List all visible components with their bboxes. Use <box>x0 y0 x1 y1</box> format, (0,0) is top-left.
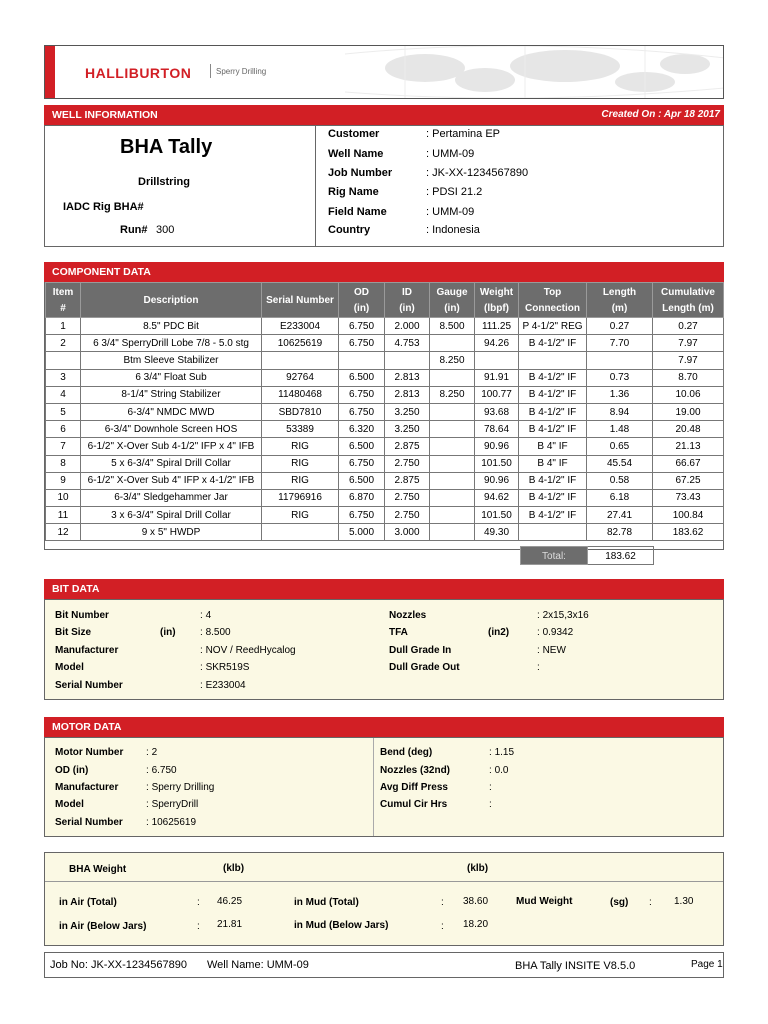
footer-well-name: Well Name: UMM-09 <box>207 959 309 971</box>
table-cell: 94.62 <box>475 489 519 506</box>
bend-label: Bend (deg) <box>380 747 433 758</box>
table-cell: 7.97 <box>653 352 724 369</box>
table-cell <box>519 352 587 369</box>
table-cell: 91.91 <box>475 369 519 386</box>
table-cell: 27.41 <box>587 507 653 524</box>
mud-weight-colon: : <box>649 897 652 908</box>
motor-number-label: Motor Number <box>55 747 124 758</box>
table-cell: 67.25 <box>653 472 724 489</box>
table-row <box>46 455 724 472</box>
component-bar: COMPONENT DATA <box>44 262 724 282</box>
table-row <box>46 489 724 506</box>
table-cell: 2.875 <box>385 472 430 489</box>
motor-number-value: : 2 <box>146 747 158 758</box>
column-header <box>519 283 587 318</box>
table-cell: 6.500 <box>339 438 385 455</box>
table-cell: 10 <box>46 489 81 506</box>
column-header <box>430 283 475 318</box>
table-cell: 93.68 <box>475 403 519 420</box>
table-cell: 20.48 <box>653 421 724 438</box>
table-cell: 5.000 <box>339 524 385 541</box>
table-cell: 100.84 <box>653 507 724 524</box>
motor-model-value: : SperryDrill <box>146 799 199 810</box>
column-header <box>46 283 81 318</box>
tfa-label: TFA <box>389 627 408 638</box>
motor-od-value: : 6.750 <box>146 765 177 776</box>
table-cell: 3.250 <box>385 403 430 420</box>
table-cell: 82.78 <box>587 524 653 541</box>
table-cell: 3.000 <box>385 524 430 541</box>
table-cell: 1.48 <box>587 421 653 438</box>
table-cell: 73.43 <box>653 489 724 506</box>
table-cell: 6-3/4" NMDC MWD <box>81 403 262 420</box>
iadc-label: IADC Rig BHA# <box>63 201 144 213</box>
division-name: Sperry Drilling <box>216 67 267 76</box>
table-cell: 6 3/4" SperryDrill Lobe 7/8 - 5.0 stg <box>81 335 262 352</box>
customer-value: : Pertamina EP <box>426 128 500 140</box>
table-cell: 2.813 <box>385 369 430 386</box>
column-header-line1: Length <box>602 286 637 298</box>
table-cell: 78.64 <box>475 421 519 438</box>
table-row <box>46 507 724 524</box>
table-cell <box>339 352 385 369</box>
table-cell: B 4-1/2" IF <box>519 507 587 524</box>
column-header-line2: # <box>60 302 66 314</box>
table-cell <box>430 524 475 541</box>
well-name-label: Well Name <box>328 148 384 160</box>
table-row <box>46 318 724 335</box>
mud-total-label: in Mud (Total) <box>294 897 359 908</box>
table-cell: B 4-1/2" IF <box>519 403 587 420</box>
table-row <box>46 369 724 386</box>
table-cell <box>430 403 475 420</box>
table-cell: 8 <box>46 455 81 472</box>
company-logo: HALLIBURTON <box>85 65 192 81</box>
column-header <box>587 283 653 318</box>
table-cell: B 4-1/2" IF <box>519 489 587 506</box>
table-cell <box>519 524 587 541</box>
field-name-label: Field Name <box>328 206 387 218</box>
table-cell: 10625619 <box>262 335 339 352</box>
motor-data-bar: MOTOR DATA <box>44 717 724 737</box>
report-title: BHA Tally <box>120 136 213 158</box>
table-cell: 9 <box>46 472 81 489</box>
table-cell: B 4" IF <box>519 455 587 472</box>
motor-nozzles-label: Nozzles (32nd) <box>380 765 451 776</box>
table-cell: 6.750 <box>339 403 385 420</box>
air-below-label: in Air (Below Jars) <box>59 921 147 932</box>
table-cell: 8.70 <box>653 369 724 386</box>
air-total-value: 46.25 <box>217 896 243 907</box>
total-value: 183.62 <box>588 546 654 565</box>
bit-size-unit: (in) <box>160 627 176 638</box>
table-cell <box>262 524 339 541</box>
table-cell: 3 x 6-3/4" Spiral Drill Collar <box>81 507 262 524</box>
table-cell: 11796916 <box>262 489 339 506</box>
table-cell: 8.5" PDC Bit <box>81 318 262 335</box>
nozzles-value: : 2x15,3x16 <box>537 610 589 621</box>
table-cell: 6 3/4" Float Sub <box>81 369 262 386</box>
table-cell <box>430 489 475 506</box>
column-header <box>475 283 519 318</box>
table-cell: 12 <box>46 524 81 541</box>
table-cell: 6.750 <box>339 507 385 524</box>
table-cell: 2.750 <box>385 489 430 506</box>
table-cell: B 4-1/2" IF <box>519 421 587 438</box>
table-cell: 7 <box>46 438 81 455</box>
table-cell: 2.875 <box>385 438 430 455</box>
table-cell: 19.00 <box>653 403 724 420</box>
table-cell: RIG <box>262 507 339 524</box>
mud-below-label: in Mud (Below Jars) <box>294 920 389 931</box>
table-cell: 6.870 <box>339 489 385 506</box>
total-row <box>520 546 654 565</box>
bit-data-panel <box>44 599 724 700</box>
table-cell: 6-3/4" Downhole Screen HOS <box>81 421 262 438</box>
column-header-line2: (in) <box>353 302 370 314</box>
table-cell: 111.25 <box>475 318 519 335</box>
table-cell: 49.30 <box>475 524 519 541</box>
well-info-divider <box>315 126 316 246</box>
table-row <box>46 524 724 541</box>
mud-below-colon: : <box>441 921 444 932</box>
component-header-row <box>46 283 724 318</box>
table-cell: 8.94 <box>587 403 653 420</box>
component-panel <box>44 282 724 562</box>
bit-model-value: : SKR519S <box>200 662 250 673</box>
mud-weight-label: Mud Weight <box>516 896 573 907</box>
motor-od-label: OD (in) <box>55 765 89 776</box>
table-cell: SBD7810 <box>262 403 339 420</box>
run-label: Run# <box>120 224 148 236</box>
bit-manufacturer-label: Manufacturer <box>55 645 119 656</box>
table-cell: 92764 <box>262 369 339 386</box>
field-name-value: : UMM-09 <box>426 206 475 218</box>
table-cell: 2 <box>46 335 81 352</box>
table-cell: RIG <box>262 455 339 472</box>
created-date: Created On : Apr 18 2017 <box>601 109 720 120</box>
table-cell: 8-1/4" String Stabilizer <box>81 386 262 403</box>
cumul-cir-hrs-value: : <box>489 799 495 810</box>
table-cell: B 4" IF <box>519 438 587 455</box>
table-cell: 7.70 <box>587 335 653 352</box>
table-row <box>46 438 724 455</box>
table-cell: 8.250 <box>430 386 475 403</box>
bit-number-label: Bit Number <box>55 610 109 621</box>
table-cell: 6 <box>46 421 81 438</box>
table-cell: 7.97 <box>653 335 724 352</box>
column-header: Serial Number <box>262 283 339 318</box>
table-cell: 2.750 <box>385 507 430 524</box>
weight-unit-air: (klb) <box>223 863 245 874</box>
drillstring-label: Drillstring <box>138 176 190 188</box>
table-cell: 6.750 <box>339 318 385 335</box>
column-header <box>653 283 724 318</box>
bit-model-label: Model <box>55 662 84 673</box>
bit-size-label: Bit Size <box>55 627 92 638</box>
table-cell: 6.750 <box>339 386 385 403</box>
bend-value: : 1.15 <box>489 747 515 758</box>
table-cell: 0.58 <box>587 472 653 489</box>
motor-model-label: Model <box>55 799 84 810</box>
table-cell <box>430 455 475 472</box>
table-cell: 6.18 <box>587 489 653 506</box>
table-cell: 45.54 <box>587 455 653 472</box>
table-cell <box>262 352 339 369</box>
well-info-title: WELL INFORMATION <box>52 109 158 121</box>
table-cell: B 4-1/2" IF <box>519 386 587 403</box>
table-cell: 6.750 <box>339 335 385 352</box>
table-cell: 0.65 <box>587 438 653 455</box>
footer-page-number: Page 1 <box>691 959 723 970</box>
motor-data-panel <box>44 737 724 837</box>
weight-unit-mud: (klb) <box>467 863 489 874</box>
air-below-colon: : <box>197 921 200 932</box>
table-cell <box>430 438 475 455</box>
bha-weight-title: BHA Weight <box>69 864 127 875</box>
table-row <box>46 335 724 352</box>
job-number-value: : JK-XX-1234567890 <box>426 167 529 179</box>
table-cell: 90.96 <box>475 472 519 489</box>
table-cell <box>430 335 475 352</box>
table-row <box>46 403 724 420</box>
table-cell: 5 x 6-3/4" Spiral Drill Collar <box>81 455 262 472</box>
motor-nozzles-value: : 0.0 <box>489 765 509 776</box>
column-header <box>339 283 385 318</box>
table-cell: 3 <box>46 369 81 386</box>
table-cell: 21.13 <box>653 438 724 455</box>
table-cell: 2.000 <box>385 318 430 335</box>
mud-weight-unit: (sg) <box>610 897 629 908</box>
dull-grade-in-label: Dull Grade In <box>389 645 452 656</box>
table-cell: 9 x 5" HWDP <box>81 524 262 541</box>
table-row <box>46 472 724 489</box>
dull-grade-in-value: : NEW <box>537 645 566 656</box>
mud-weight-value: 1.30 <box>674 896 694 907</box>
weight-divider <box>45 881 723 882</box>
table-cell <box>475 352 519 369</box>
avg-diff-press-value: : <box>489 782 495 793</box>
column-header-line1: Cumulative <box>661 286 715 298</box>
country-value: : Indonesia <box>426 224 480 236</box>
table-cell: 8.250 <box>430 352 475 369</box>
table-cell: P 4-1/2" REG <box>519 318 587 335</box>
table-cell: 5 <box>46 403 81 420</box>
column-header-line2: (lbpf) <box>484 302 509 314</box>
table-cell: 101.50 <box>475 507 519 524</box>
table-cell: 66.67 <box>653 455 724 472</box>
bit-number-value: : 4 <box>200 610 212 621</box>
table-cell: B 4-1/2" IF <box>519 335 587 352</box>
bit-manufacturer-value: : NOV / ReedHycalog <box>200 645 296 656</box>
column-header-line1: Weight <box>479 286 514 298</box>
table-cell: 0.73 <box>587 369 653 386</box>
table-cell: 6.320 <box>339 421 385 438</box>
column-header-line2: (in) <box>444 302 460 314</box>
table-row <box>46 352 724 369</box>
table-cell: 6.500 <box>339 472 385 489</box>
table-row <box>46 386 724 403</box>
mud-below-value: 18.20 <box>463 919 489 930</box>
column-header-line1: Gauge <box>436 286 468 298</box>
table-cell: 11 <box>46 507 81 524</box>
table-cell <box>385 352 430 369</box>
run-value: 300 <box>156 224 175 236</box>
table-cell: 6-1/2" X-Over Sub 4" IFP x 4-1/2" IFB <box>81 472 262 489</box>
well-info-bar <box>44 105 724 125</box>
motor-serial-label: Serial Number <box>55 817 123 828</box>
cumul-cir-hrs-label: Cumul Cir Hrs <box>380 799 448 810</box>
motor-divider <box>373 738 374 836</box>
mud-total-value: 38.60 <box>463 896 489 907</box>
table-cell <box>430 507 475 524</box>
bha-weight-panel <box>44 852 724 946</box>
table-cell: 6.500 <box>339 369 385 386</box>
job-number-label: Job Number <box>328 167 393 179</box>
avg-diff-press-label: Avg Diff Press <box>380 782 448 793</box>
table-cell: 6.750 <box>339 455 385 472</box>
column-header-line2: Length (m) <box>662 302 714 314</box>
table-cell: B 4-1/2" IF <box>519 472 587 489</box>
table-cell: 6-3/4" Sledgehammer Jar <box>81 489 262 506</box>
table-cell <box>587 352 653 369</box>
table-cell <box>430 472 475 489</box>
rig-name-label: Rig Name <box>328 186 379 198</box>
table-cell: 10.06 <box>653 386 724 403</box>
nozzles-label: Nozzles <box>389 610 427 621</box>
dull-grade-out-label: Dull Grade Out <box>389 662 460 673</box>
table-cell: Btm Sleeve Stabilizer <box>81 352 262 369</box>
table-row <box>46 421 724 438</box>
motor-serial-value: : 10625619 <box>146 817 197 828</box>
table-cell: 101.50 <box>475 455 519 472</box>
report-header <box>44 45 724 99</box>
component-table <box>45 282 724 541</box>
column-header-line1: Item <box>52 286 74 298</box>
table-cell: 2.813 <box>385 386 430 403</box>
bit-size-value: : 8.500 <box>200 627 231 638</box>
column-header-line1: OD <box>354 286 369 298</box>
table-cell: 100.77 <box>475 386 519 403</box>
air-total-colon: : <box>197 897 200 908</box>
table-cell: 4 <box>46 386 81 403</box>
column-header-line1: ID <box>402 286 412 298</box>
table-cell: 4.753 <box>385 335 430 352</box>
footer-app-version: BHA Tally INSITE V8.5.0 <box>515 960 636 972</box>
dull-grade-out-value: : <box>537 662 543 673</box>
well-info-panel <box>44 125 724 247</box>
page-footer <box>44 952 724 978</box>
table-cell: 3.250 <box>385 421 430 438</box>
well-name-value: : UMM-09 <box>426 148 475 160</box>
column-header: Description <box>81 283 262 318</box>
column-header <box>385 283 430 318</box>
table-cell: 2.750 <box>385 455 430 472</box>
bit-data-bar: BIT DATA <box>44 579 724 599</box>
table-cell: 0.27 <box>653 318 724 335</box>
air-below-value: 21.81 <box>217 919 243 930</box>
column-header-line1: Top <box>543 286 562 298</box>
tfa-unit: (in2) <box>488 627 510 638</box>
table-cell: 6-1/2" X-Over Sub 4-1/2" IFP x 4" IFB <box>81 438 262 455</box>
tfa-value: : 0.9342 <box>537 627 574 638</box>
table-cell: RIG <box>262 438 339 455</box>
mud-total-colon: : <box>441 897 444 908</box>
table-cell: 53389 <box>262 421 339 438</box>
table-cell: 11480468 <box>262 386 339 403</box>
column-header-line2: Connection <box>525 302 580 314</box>
bit-serial-label: Serial Number <box>55 680 123 691</box>
table-cell: 94.26 <box>475 335 519 352</box>
total-label: Total: <box>520 546 588 565</box>
table-cell: E233004 <box>262 318 339 335</box>
table-cell: 1.36 <box>587 386 653 403</box>
table-cell: 0.27 <box>587 318 653 335</box>
column-header-line2: (in) <box>399 302 415 314</box>
table-cell: 8.500 <box>430 318 475 335</box>
table-cell: B 4-1/2" IF <box>519 369 587 386</box>
rig-name-value: : PDSI 21.2 <box>426 186 483 198</box>
table-cell: 90.96 <box>475 438 519 455</box>
column-header-line2: (m) <box>611 302 628 314</box>
motor-manufacturer-label: Manufacturer <box>55 782 119 793</box>
table-cell <box>430 421 475 438</box>
table-cell <box>46 352 81 369</box>
air-total-label: in Air (Total) <box>59 897 117 908</box>
customer-label: Customer <box>328 128 380 140</box>
table-cell: 1 <box>46 318 81 335</box>
bit-serial-value: : E233004 <box>200 680 246 691</box>
country-label: Country <box>328 224 371 236</box>
table-cell <box>430 369 475 386</box>
table-cell: RIG <box>262 472 339 489</box>
logo-divider <box>210 64 211 78</box>
motor-manufacturer-value: : Sperry Drilling <box>146 782 215 793</box>
table-cell: 183.62 <box>653 524 724 541</box>
footer-job-number: Job No: JK-XX-1234567890 <box>50 959 187 971</box>
